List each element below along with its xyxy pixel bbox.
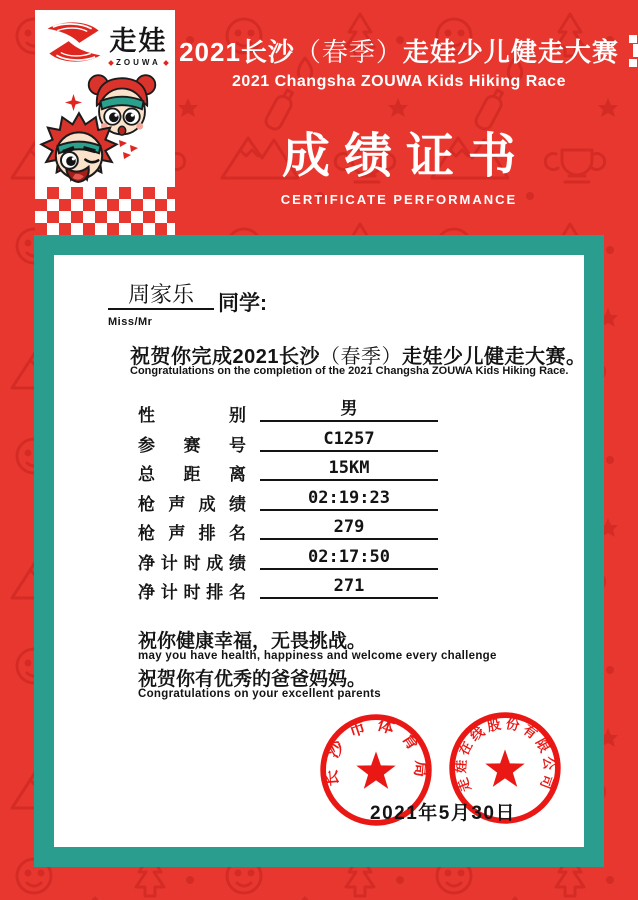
field-value: 02:19:23 [260,486,438,511]
field-value: 15KM [260,456,438,481]
stamp-left-text: 长沙市体育局 [320,714,432,788]
field-row-distance [138,456,468,486]
result-fields [138,397,468,604]
field-row-net-time [138,545,468,575]
name-suffix-label: 同学: [218,292,267,315]
field-row-gun-rank [138,515,468,545]
brand-dot-icon [163,60,169,66]
checker-pattern [35,187,175,235]
certificate-frame [34,235,604,867]
brand-name-en: ZOUWA [109,58,168,67]
title-bracket-right-icon [629,35,638,67]
brand-name-cn: 走娃 [109,26,168,56]
boy-mascot-icon [39,110,119,190]
sparkle-icon [65,94,82,111]
logo-strip [35,10,175,235]
certificate-title-cn: 成绩证书 [281,130,530,183]
certificate-title-en: CERTIFICATE PERFORMANCE [280,192,518,207]
field-value: 279 [260,515,438,540]
field-label: 净计时排名 [138,583,246,602]
congrats-line-cn: 祝贺你完成2021长沙（春季）走娃少儿健走大赛。 [130,346,587,368]
field-value: 271 [260,574,438,599]
stamp-right-text: 走娃在线股份有限公司 [453,715,557,794]
star-icon [485,749,524,787]
field-value: C1257 [260,427,438,452]
field-value: 02:17:50 [260,545,438,570]
zouwa-swoosh-icon [45,20,103,64]
event-title-row [160,32,638,69]
field-label: 净计时成绩 [138,553,246,573]
brand-dot-icon [108,60,114,66]
event-title-cn: 2021长沙（春季）走娃少儿健走大赛 [179,37,619,67]
field-row-bib-number [138,427,468,457]
star-icon [356,751,395,789]
field-row-gun-time [138,486,468,516]
student-name: 周家乐 [108,281,214,310]
motion-triangles-icon [117,138,139,162]
field-value: 男 [260,397,438,422]
field-label: 参赛号 [138,435,246,455]
blessing-line1-en: may you have health, happiness and welcome every challenge [138,650,497,662]
miss-mr-label: Miss/Mr [108,316,153,328]
field-label: 枪声成绩 [138,494,246,514]
event-title-en: 2021 Changsha ZOUWA Kids Hiking Race [232,73,566,90]
brand-logo [45,20,167,67]
blessing-line2-en: Congratulations on your excellent parents [138,688,381,700]
field-label: 性别 [138,406,246,425]
blessing-line1-cn: 祝你健康幸福，无畏挑战。 [138,631,367,652]
field-label: 枪声排名 [138,524,246,543]
field-label: 总距离 [138,465,246,484]
header [160,0,638,207]
certificate-body [54,255,587,847]
blessing-line2-cn: 祝贺你有优秀的爸爸妈妈。 [138,669,367,690]
field-row-gender [138,397,468,427]
congrats-line-en: Congratulations on the completion of the 2021 Changsha ZOUWA Kids Hiking Race. [130,365,569,377]
field-row-net-rank [138,574,468,604]
certificate-date: 2021年5月30日 [370,803,516,824]
